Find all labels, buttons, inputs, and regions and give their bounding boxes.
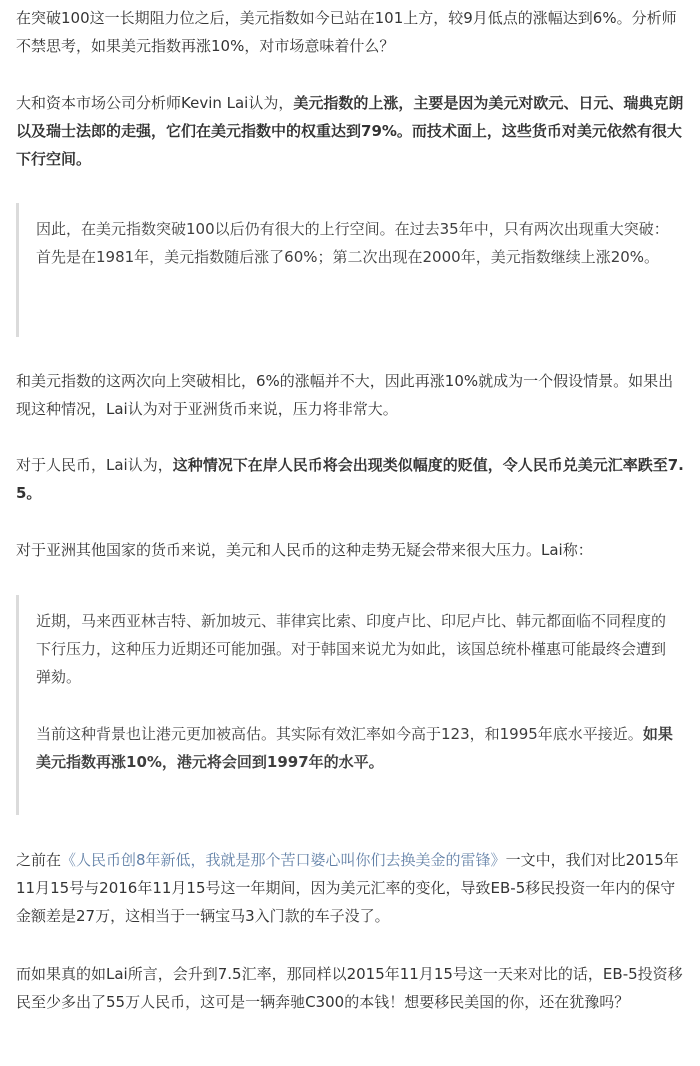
paragraph-intro-text: 在突破100这一长期阻力位之后，美元指数如今已站在101上方，较9月低点的涨幅达到6%。分析师不禁思考，如果美元指数再涨10%，对市场意味着什么？ [16,9,677,55]
paragraph-eb5-previous-text: 之前在 [16,851,62,869]
paragraph-rmb [16,451,688,507]
blockquote-asian-currencies [16,595,686,815]
article-link[interactable]: 《人民币创8年新低，我就是那个苦口婆心叫你们去换美金的雷锋》 [61,851,506,869]
paragraph-analyst [16,89,688,173]
paragraph-comparison [16,367,688,423]
blockquote-breakthrough [16,203,686,337]
paragraph-analyst-bold: 美元指数的上涨，主要是因为美元对欧元、日元、瑞典克朗以及瑞士法郎的走强，它们在美元指数中的权重达到79%。而技术面上，这些货币对美元依然有很大下行空间。 [16,94,684,168]
paragraph-eb5-conclusion-text: 而如果真的如Lai所言，会升到7.5汇率，那同样以2015年11月15号这一天来对比的话，EB-5投资移民至少多出了55万人民币，这可是一辆奔驰C300的本钱！想要移民美国的你，还在犹豫吗？ [16,965,683,1011]
paragraph-eb5-previous [16,846,688,930]
paragraph-analyst-text: 大和资本市场公司分析师Kevin Lai认为， [16,94,294,112]
blockquote-hkd-bold: 如果美元指数再涨10%，港元将会回到1997年的水平。 [36,725,673,771]
paragraph-asia-text: 对于亚洲其他国家的货币来说，美元和人民币的这种走势无疑会带来很大压力。Lai称： [16,541,593,559]
paragraph-rmb-text: 对于人民币，Lai认为， [16,456,173,474]
paragraph-rmb-bold: 这种情况下在岸人民币将会出现类似幅度的贬值，令人民币兑美元汇率跌至7.5。 [16,456,684,502]
paragraph-eb5-previous-rest: 一文中，我们对比2015年11月15号与2016年11月15号这一年期间，因为美元汇率的变化，导致EB-5移民投资一年内的保守金额差是27万，这相当于一辆宝马3入门款的车子没了。 [16,851,679,925]
blockquote-asian-currencies-text: 近期，马来西亚林吉特、新加坡元、菲律宾比索、印度卢比、印尼卢比、韩元都面临不同程度的下行压力，这种压力近期还可能加强。对于韩国来说尤为如此，该国总统朴槿惠可能最终会遭到弹劾。 [36,612,667,686]
paragraph-asia [16,536,688,564]
paragraph-eb5-conclusion [16,960,688,1016]
paragraph-intro [16,4,688,60]
blockquote-breakthrough-text: 因此，在美元指数突破100以后仍有很大的上行空间。在过去35年中，只有两次出现重大突破：首先是在1981年，美元指数随后涨了60%；第二次出现在2000年，美元指数继续上涨20%。 [36,220,669,266]
blockquote-hkd [36,720,678,776]
paragraph-comparison-text: 和美元指数的这两次向上突破相比，6%的涨幅并不大，因此再涨10%就成为一个假设情景。如果出现这种情况，Lai认为对于亚洲货币来说，压力将非常大。 [16,372,674,418]
blockquote-hkd-text: 当前这种背景也让港元更加被高估。其实际有效汇率如今高于123，和1995年底水平接近。 [36,725,643,743]
